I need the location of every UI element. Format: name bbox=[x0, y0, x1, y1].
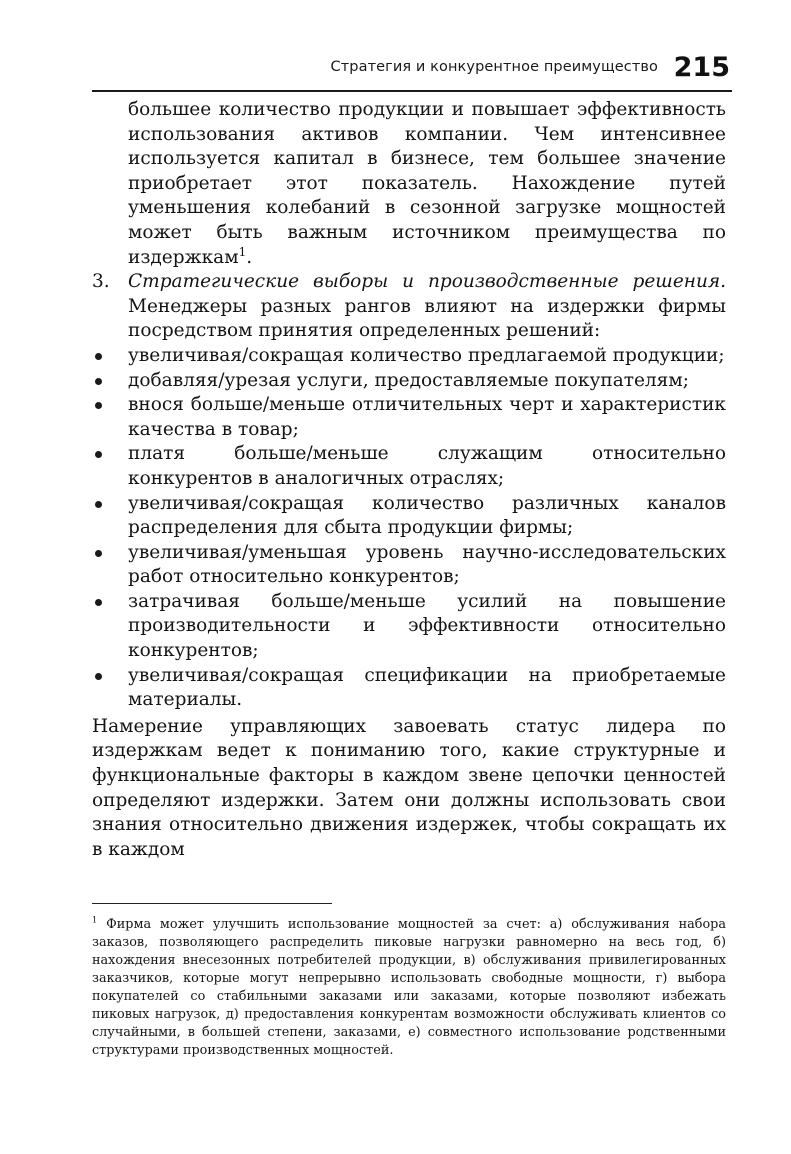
bullet-item bbox=[92, 369, 726, 394]
bullet-text: затрачивая больше/меньше усилий на повышение производительности и эффективности относительно конкурентов; bbox=[128, 590, 726, 662]
bullet-text: увеличивая/сокращая спецификации на приобретаемые материалы. bbox=[128, 664, 726, 711]
continued-paragraph-end: . bbox=[246, 246, 253, 268]
footnote-divider bbox=[92, 903, 332, 904]
bullet-item bbox=[92, 492, 726, 541]
footnote-marker: 1 bbox=[92, 914, 98, 925]
footnote-reference: 1 bbox=[238, 244, 247, 259]
main-text bbox=[92, 98, 726, 862]
bullet-icon bbox=[95, 550, 102, 557]
bullet-icon bbox=[95, 353, 102, 360]
bullet-text: увеличивая/уменьшая уровень научно-исследовательских работ относительно конкурентов; bbox=[128, 541, 726, 588]
bullet-text: добавляя/урезая услуги, предоставляемые покупателям; bbox=[128, 369, 689, 391]
footnote bbox=[92, 916, 726, 1060]
list-item-number: 3. bbox=[92, 271, 110, 293]
bullet-text: увеличивая/сокращая количество различных каналов распределения для сбыта продукции фирмы; bbox=[128, 492, 726, 539]
continued-paragraph bbox=[92, 98, 726, 270]
running-header bbox=[92, 52, 732, 92]
page-number: 215 bbox=[673, 52, 730, 83]
bullet-item bbox=[92, 541, 726, 590]
bullet-item bbox=[92, 442, 726, 491]
bullet-list bbox=[92, 344, 726, 713]
closing-paragraph: Намерение управляющих завоевать статус лидера по издержкам ведет к пониманию того, какие структурные и функциональные факторы в каждом звене цепочки ценностей определяют издержки. Затем они должны использовать свои знания относительно движения издержек, чтобы сокращать их в каждом bbox=[92, 715, 726, 860]
bullet-icon bbox=[95, 501, 102, 508]
bullet-item bbox=[92, 590, 726, 664]
bullet-text: внося больше/меньше отличительных черт и характеристик качества в товар; bbox=[128, 394, 726, 440]
footnote-text: Фирма может улучшить использование мощностей за счет: а) обслуживания набора заказов, позволяющего распределить пиковые нагрузки равномерно на весь год, б) нахождения внесезонных потребителей продукции, в) обслуживания привилегированных заказчиков, которые могут непрерывно использовать свободные мощности, г) выбора покупателей со стабильными заказами или заказами, которые позволяют избежать пиковых нагрузок, д) предоставления конкурентам возможности обслуживать клиентов со случайными, в большей степени, заказами, е) совместного использование родственными структурами производственных мощностей. bbox=[92, 917, 726, 1058]
bullet-text: увеличивая/сокращая количество предлагаемой продукции; bbox=[128, 344, 725, 366]
bullet-icon bbox=[95, 378, 102, 385]
list-item-3 bbox=[92, 270, 726, 344]
bullet-icon bbox=[95, 402, 102, 409]
continued-paragraph-text: большее количество продукции и повышает эффективность использования активов компании. Чем интенсивнее используется капитал в бизнесе, тем большее значение приобретает этот показатель. Нахождение путей уменьшения колебаний в сезонной загрузке мощностей может быть важным источником преимущества по издержкам bbox=[128, 99, 726, 268]
bullet-item bbox=[92, 393, 726, 442]
bullet-icon bbox=[95, 451, 102, 458]
list-item-title: Стратегические выборы и производственные решения. bbox=[128, 271, 726, 293]
list-item-text: Менеджеры разных рангов влияют на издержки фирмы посредством принятия определенных решений: bbox=[128, 295, 726, 342]
bullet-item bbox=[92, 664, 726, 713]
bullet-item bbox=[92, 344, 726, 369]
bullet-icon bbox=[95, 673, 102, 680]
bullet-icon bbox=[95, 599, 102, 606]
running-title: Стратегия и конкурентное преимущество bbox=[330, 59, 658, 75]
bullet-text: платя больше/меньше служащим относительно конкурентов в аналогичных отраслях; bbox=[128, 443, 726, 489]
